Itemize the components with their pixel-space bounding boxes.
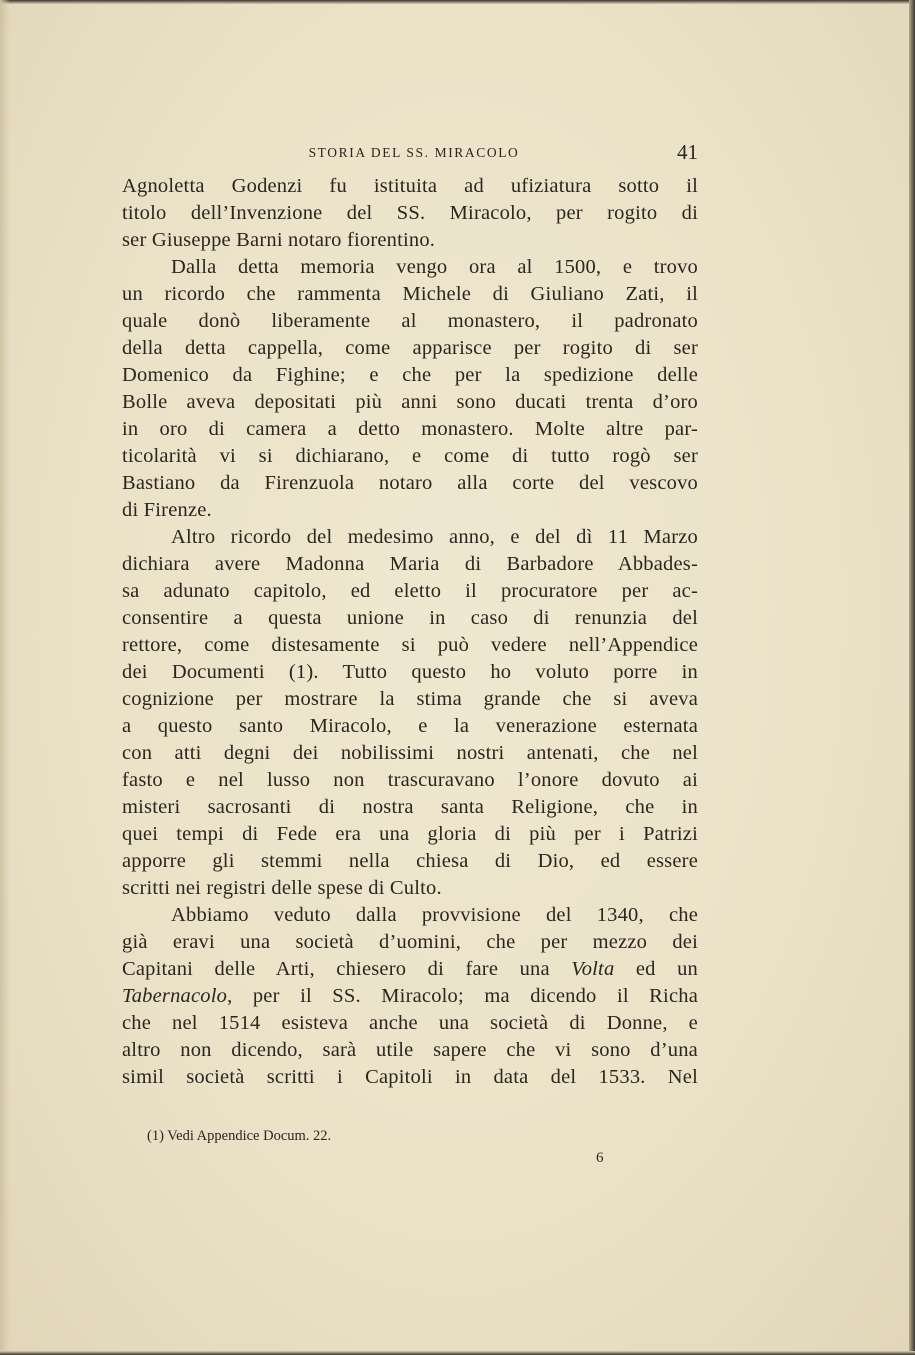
text-line: [122, 956, 698, 983]
text-segment: , per il SS. Miracolo; ma dicendo il Richa: [227, 985, 698, 1007]
italic-text: Volta: [571, 958, 615, 980]
text-line: rettore, come distesamente si può vedere nell’Appendice: [122, 634, 698, 656]
text-line: quale donò liberamente al monastero, il padronato: [122, 310, 698, 332]
text-line: ser Giuseppe Barni notaro fiorentino.: [122, 229, 436, 251]
page-edge-top: [0, 0, 915, 4]
text-line: [122, 983, 698, 1010]
text-line: un ricordo che rammenta Michele di Giuliano Zati, il: [122, 283, 698, 305]
text-segment: ed un: [614, 958, 698, 980]
page-edge-right: [909, 0, 915, 1355]
text-line: con atti degni dei nobilissimi nostri antenati, che nel: [122, 742, 698, 764]
running-title: STORIA DEL SS. MIRACOLO: [308, 145, 520, 160]
text-line: dei Documenti (1). Tutto questo ho voluto porre in: [122, 661, 698, 683]
text-line: in oro di camera a detto monastero. Molte altre par-: [122, 418, 698, 440]
footnote: (1) Vedi Appendice Docum. 22.: [147, 1128, 332, 1144]
text-line: già eravi una società d’uomini, che per mezzo dei: [122, 931, 698, 953]
text-line: Dalla detta memoria vengo ora al 1500, e trovo: [171, 256, 698, 278]
text-line: misteri sacrosanti di nostra santa Religione, che in: [122, 796, 698, 818]
text-line: a questo santo Miracolo, e la venerazione esternata: [122, 715, 698, 737]
text-line: dichiara avere Madonna Maria di Barbadore Abbades-: [122, 553, 698, 575]
text-line: Abbiamo veduto dalla provvisione del 1340, che: [171, 904, 698, 926]
text-line: che nel 1514 esisteva anche una società di Donne, e: [122, 1012, 698, 1034]
text-segment: Capitani delle Arti, chiesero di fare una: [122, 958, 572, 980]
text-line: Agnoletta Godenzi fu istituita ad ufiziatura sotto il: [122, 175, 698, 197]
text-line: consentire a questa unione in caso di renunzia del: [122, 607, 698, 629]
text-line: ticolarità vi si dichiarano, e come di tutto rogò ser: [122, 445, 698, 467]
page-edge-bottom: [0, 1351, 915, 1355]
body-text: [122, 173, 698, 1091]
page-edge-left: [0, 0, 10, 1355]
italic-text: Tabernacolo: [122, 985, 228, 1007]
text-line: altro non dicendo, sarà utile sapere che vi sono d’una: [122, 1039, 698, 1061]
signature-mark: 6: [596, 1150, 604, 1166]
text-line: titolo dell’Invenzione del SS. Miracolo, per rogito di: [122, 202, 698, 224]
text-line: di Firenze.: [122, 499, 212, 521]
text-line: apporre gli stemmi nella chiesa di Dio, ed essere: [122, 850, 698, 872]
text-line: Bolle aveva depositati più anni sono ducati trenta d’oro: [122, 391, 698, 413]
text-line: scritti nei registri delle spese di Culto.: [122, 877, 442, 899]
text-line: della detta cappella, come apparisce per rogito di ser: [122, 337, 698, 359]
text-line: sa adunato capitolo, ed eletto il procuratore per ac-: [122, 580, 698, 602]
text-line: Domenico da Fighine; e che per la spedizione delle: [122, 364, 698, 386]
page-number: 41: [677, 140, 698, 164]
text-line: cognizione per mostrare la stima grande che si aveva: [122, 688, 698, 710]
text-line: quei tempi di Fede era una gloria di più per i Patrizi: [122, 823, 698, 845]
text-line: Altro ricordo del medesimo anno, e del dì 11 Marzo: [171, 526, 698, 548]
text-line: fasto e nel lusso non trascuravano l’onore dovuto ai: [122, 769, 698, 791]
text-line: simil società scritti i Capitoli in data del 1533. Nel: [122, 1066, 698, 1088]
text-line: Bastiano da Firenzuola notaro alla corte del vescovo: [122, 472, 698, 494]
